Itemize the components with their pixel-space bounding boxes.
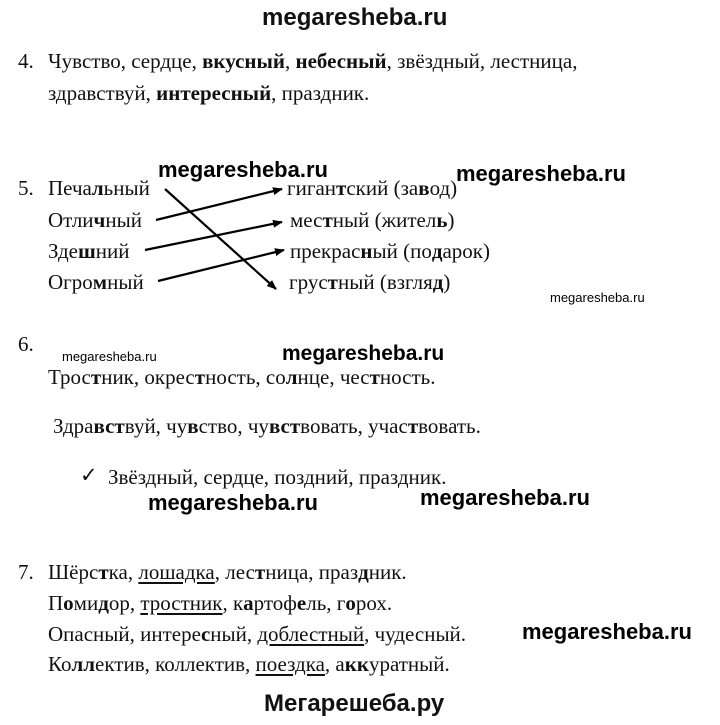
task6-number: 6.	[18, 332, 34, 356]
task7-number: 7.	[18, 560, 34, 584]
task5-left-word: Отличный	[48, 208, 142, 232]
watermark: megaresheba.ru	[62, 349, 157, 364]
task6-line2: Здравствуй, чувство, чувствовать, участвовать.	[53, 414, 481, 438]
task7-line3: Опасный, интересный, доблестный, чудесный.	[48, 622, 467, 646]
arrow-line	[156, 189, 282, 220]
task7-line4: Коллектив, коллектив, поездка, аккуратный.	[48, 652, 450, 676]
task5-left-word: Здешний	[48, 239, 130, 263]
task5-right-word: грустный (взгляд)	[289, 270, 451, 294]
task5-number: 5.	[18, 176, 34, 200]
task4-number: 4.	[18, 49, 34, 73]
task5-left-word: Печальный	[48, 176, 150, 200]
arrow-line	[145, 222, 282, 250]
header-site-title: megaresheba.ru	[262, 4, 448, 31]
watermark: megaresheba.ru	[158, 157, 328, 182]
arrow-line	[158, 250, 284, 281]
watermark: megaresheba.ru	[550, 290, 645, 305]
watermark: megaresheba.ru	[148, 490, 318, 515]
task5-right-word: местный (житель)	[290, 208, 455, 232]
task7-line2: Помидор, тростник, картофель, горох.	[48, 591, 393, 615]
watermark: megaresheba.ru	[420, 485, 590, 510]
task7-line1: Шёрстка, лошадка, лестница, праздник.	[48, 560, 407, 584]
task4-line2: здравствуй, интересный, праздник.	[48, 81, 370, 105]
footer-site-title: Мегарешеба.ру	[264, 690, 445, 717]
task6-line1: Тростник, окрестность, солнце, честность.	[48, 365, 436, 389]
task5-left-word: Огромный	[48, 270, 144, 294]
task6-line3: Звёздный, сердце, поздний, праздник.	[108, 465, 447, 489]
watermark: megaresheba.ru	[456, 161, 626, 186]
watermark: megaresheba.ru	[522, 619, 692, 644]
task5-right-word: прекрасный (подарок)	[290, 239, 491, 263]
watermark: megaresheba.ru	[282, 342, 445, 365]
checkmark-icon: ✓	[80, 463, 98, 487]
task5-right-word: гигантский (завод)	[287, 176, 458, 200]
task4-line1: Чувство, сердце, вкусный, небесный, звёздный, лестница,	[48, 49, 578, 73]
